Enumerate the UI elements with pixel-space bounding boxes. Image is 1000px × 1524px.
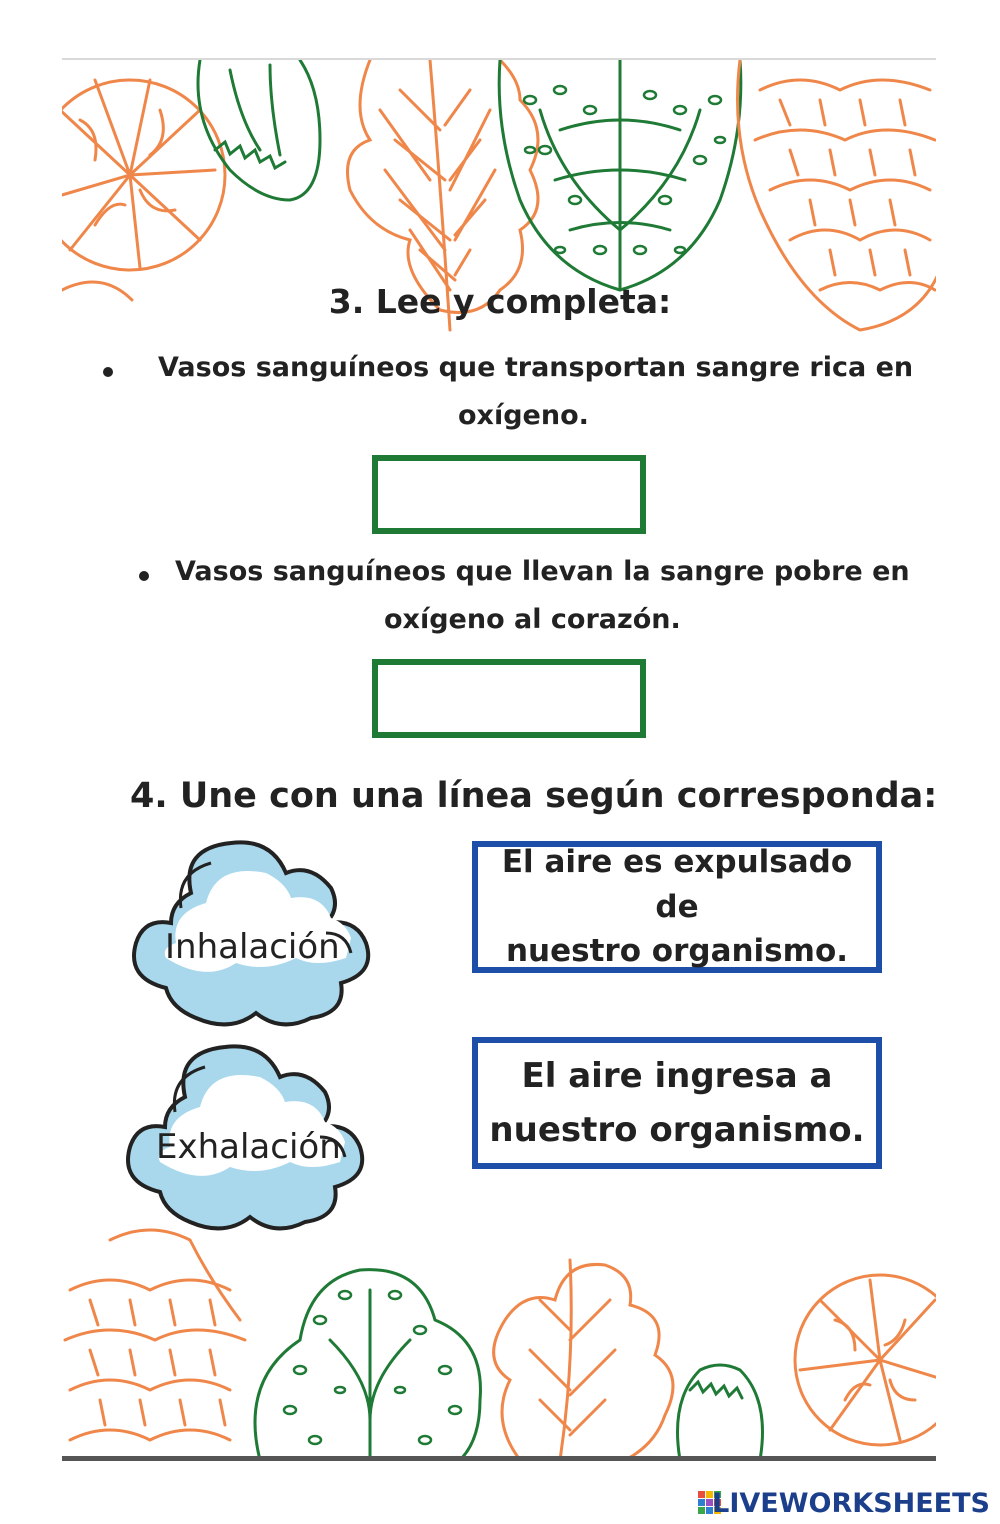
definition-2-line-2: nuestro organismo. (489, 1110, 865, 1150)
item-1-line-2: oxígeno. (458, 400, 589, 431)
bullet-1 (103, 367, 113, 377)
item-1-line-1: Vasos sanguíneos que transportan sangre rica en (158, 352, 914, 383)
liveworksheets-brand[interactable]: LIVEWORKSHEETS (712, 1488, 990, 1519)
item-2-line-2: oxígeno al corazón. (384, 604, 681, 635)
definition-box-1[interactable] (472, 841, 882, 973)
definition-box-2[interactable] (472, 1037, 882, 1169)
definition-2-line-1: El aire ingresa a (521, 1055, 833, 1096)
bottom-rule (62, 1456, 936, 1461)
answer-box-1[interactable] (372, 455, 646, 534)
definition-1-line-2: nuestro organismo. (505, 933, 849, 970)
item-2-line-1: Vasos sanguíneos que llevan la sangre pobre en (175, 556, 910, 587)
cloud-exhalacion-label[interactable]: Exhalación (156, 1127, 341, 1167)
section-4-title: 4. Une con una línea según corresponda: (130, 776, 938, 816)
definition-1-line-1: El aire es expulsado de (501, 843, 853, 925)
section-3-title: 3. Lee y completa: (328, 282, 672, 321)
cloud-inhalacion-label[interactable]: Inhalación (165, 927, 340, 967)
bullet-2 (139, 571, 149, 581)
answer-box-2[interactable] (372, 659, 646, 738)
